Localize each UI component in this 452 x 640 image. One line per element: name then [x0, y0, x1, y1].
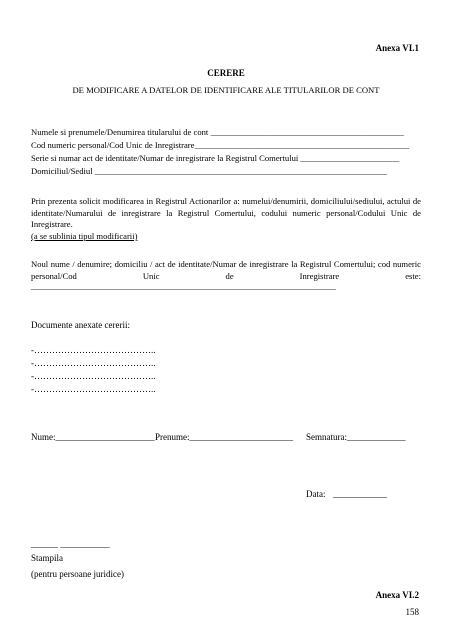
page-number: 158: [405, 607, 419, 617]
documents-label: Documente anexate cererii:: [31, 320, 130, 330]
request-note: (a se sublinia tipul modificarii): [31, 231, 138, 241]
stamp-line[interactable]: ______ ___________: [31, 539, 110, 549]
id-document-field[interactable]: Serie si numar act de identitate/Numar de inregistrare la Registrul Comertului _______________________: [31, 153, 400, 163]
signature-field[interactable]: Semnatura:_____________: [306, 432, 406, 442]
date-line[interactable]: ____________: [333, 489, 387, 499]
date-label: Data:: [306, 489, 326, 499]
document-item[interactable]: -…………………………………..: [31, 371, 156, 381]
personal-code-field[interactable]: Cod numeric personal/Cod Unic de Inregistrare__________________________________________________: [31, 140, 410, 150]
documents-list: [31, 344, 156, 396]
request-paragraph: Prin prezenta solicit modificarea in Registrul Actionarilor a: numelui/denumirii, domiciliului/sediului, actului de identitate/Numarului de inregistrare la Registrul Comertului, codului numeric personal/Codului Unic de Inregistrare.: [31, 196, 421, 229]
new-data-paragraph: Noul nume / denumire; domiciliu / act de identitate/Numar de inregistrare la Registrul Comertului; cod numeric personal/Cod Unic de Inregistrare este:: [31, 259, 421, 281]
holder-name-field[interactable]: Numele si prenumele/Denumirea titularului de cont _____________________________________________: [31, 127, 404, 137]
first-name-field[interactable]: Prenume:_______________________: [155, 432, 293, 442]
name-field[interactable]: Nume:______________________: [31, 432, 155, 442]
stamp-label: Stampila: [31, 553, 63, 563]
stamp-note: (pentru persoane juridice): [31, 569, 124, 579]
address-field[interactable]: Domiciliul/Sediul ____________________________________________________________________: [31, 166, 387, 176]
form-subtitle: DE MODIFICARE A DATELOR DE IDENTIFICARE ALE TITULARILOR DE CONT: [72, 85, 380, 95]
form-title: CERERE: [207, 68, 245, 78]
document-item[interactable]: -…………………………………..: [31, 358, 156, 368]
annex-bottom-label: Anexa VI.2: [375, 590, 419, 600]
annex-top-label: Anexa VI.1: [375, 43, 419, 53]
new-data-line[interactable]: _______________________________________________________________________: [31, 281, 337, 291]
identification-fields: [31, 126, 409, 178]
document-item[interactable]: -…………………………………..: [31, 384, 156, 394]
document-item[interactable]: -…………………………………..: [31, 345, 156, 355]
